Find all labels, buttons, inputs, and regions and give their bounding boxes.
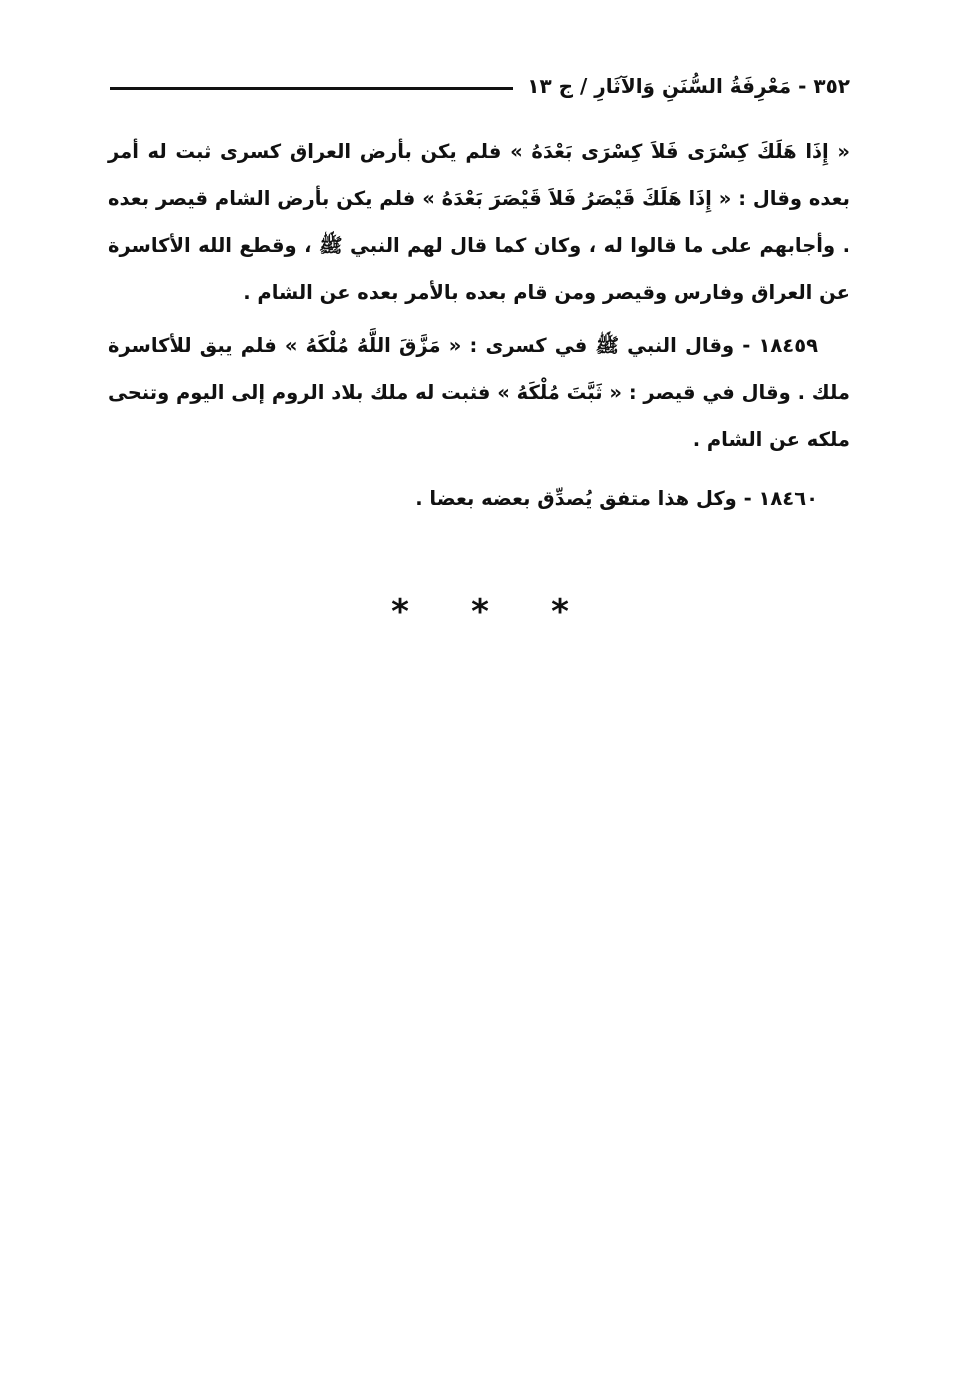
paragraph-text: ١٨٤٦٠ - وكل هذا متفق يُصدِّق بعضه بعضا . — [415, 487, 818, 510]
running-title: ٣٥٢ - مَعْرِفَةُ السُّنَنِ وَالآثَارِ / ج ١٣ — [527, 74, 850, 98]
section-separator — [380, 592, 580, 632]
separator-asterisk: * — [391, 592, 409, 632]
paragraph-18459 — [108, 322, 850, 463]
running-header — [110, 66, 850, 106]
header-rule — [110, 87, 513, 90]
separator-asterisk: * — [471, 592, 489, 632]
paragraph-text: « إِذَا هَلَكَ كِسْرَى فَلاَ كِسْرَى بَعْدَهُ » فلم يكن بأرض العراق كسرى ثبت له أمر بعده وقال : « إِذَا هَلَكَ قَيْصَرُ فَلاَ قَيْصَرَ بَعْدَهُ » فلم يكن بأرض الشام قيصر بعده . وأجابهم على ما قالوا له ، وكان كما قال لهم النبي ﷺ ، وقطع الله الأكاسرة عن العراق وفارس وقيصر ومن قام بعده بالأمر بعده عن الشام . — [108, 140, 850, 304]
separator-asterisk: * — [551, 592, 569, 632]
paragraph-text: ١٨٤٥٩ - وقال النبي ﷺ في كسرى : « مَزَّقَ اللَّهُ مُلْكَهُ » فلم يبق للأكاسرة ملك . وقال في قيصر : « ثَبَّتَ مُلْكَهُ » فثبت له ملك بلاد الروم إلى اليوم وتنحى ملكه عن الشام . — [108, 334, 850, 451]
paragraph-18460 — [108, 475, 850, 522]
paragraph-kisra-qaysar — [108, 128, 850, 316]
